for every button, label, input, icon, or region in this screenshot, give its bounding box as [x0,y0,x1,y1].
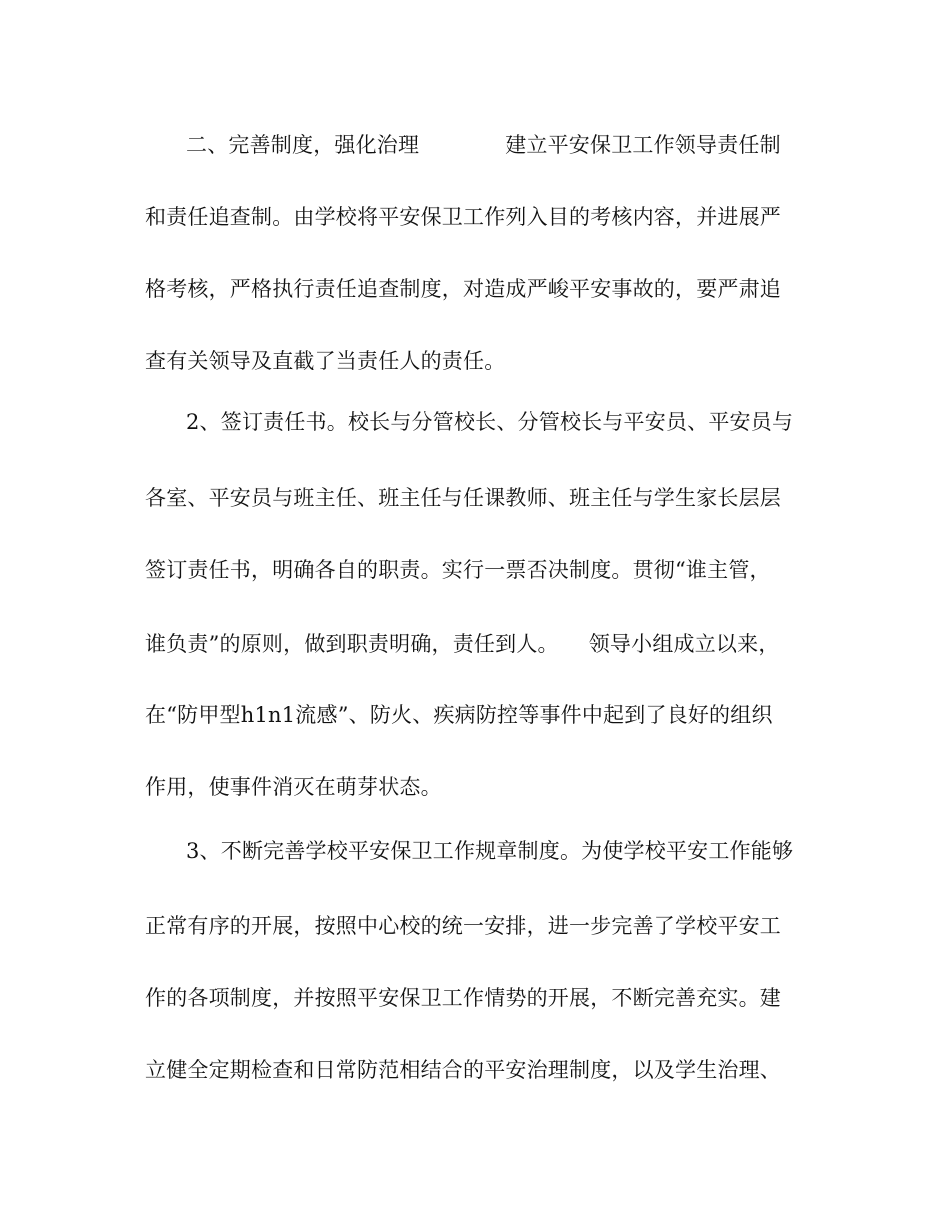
paragraph-line: 作的各项制度，并按照平安保卫工作情势的开展，不断完善充实。建 [145,986,781,1010]
line-text: 领导小组成立以来， [588,632,780,656]
paragraph-line: 作用，使事件消灭在萌芽状态。 [145,775,442,799]
paragraph-line: 和责任追查制。由学校将平安保卫工作列入目的考核内容，并进展严 [145,205,781,229]
paragraph-line: 格考核，严格执行责任追查制度，对造成严峻平安事故的，要严肃追 [145,277,781,301]
line-text: 谁负责”的原则，做到职责明确，责任到人。 [145,632,559,656]
paragraph-line: 3、不断完善学校平安保卫工作规章制度。为使学校平安工作能够 [186,839,794,863]
section-heading: 二、完善制度，强化治理 [186,133,420,157]
paragraph-line [145,630,810,658]
paragraph-line: 正常有序的开展，按照中心校的统一安排，进一步完善了学校平安工 [145,914,781,938]
paragraph-line: 查有关领导及直截了当责任人的责任。 [145,349,506,373]
paragraph-line: 在“防甲型h1n1流感”、防火、疾病防控等事件中起到了良好的组织 [145,703,773,727]
paragraph-line: 立健全定期检查和日常防范相结合的平安治理制度，以及学生治理、 [145,1058,781,1082]
paragraph-line: 签订责任书，明确各自的职责。实行一票否决制度。贯彻“谁主管， [145,558,771,582]
paragraph-line: 各室、平安员与班主任、班主任与任课教师、班主任与学生家长层层 [145,486,781,510]
section-heading-line [186,131,851,159]
paragraph-line: 2、签订责任书。校长与分管校长、分管校长与平安员、平安员与 [186,410,794,434]
heading-trailing-text: 建立平安保卫工作领导责任制 [505,133,781,157]
